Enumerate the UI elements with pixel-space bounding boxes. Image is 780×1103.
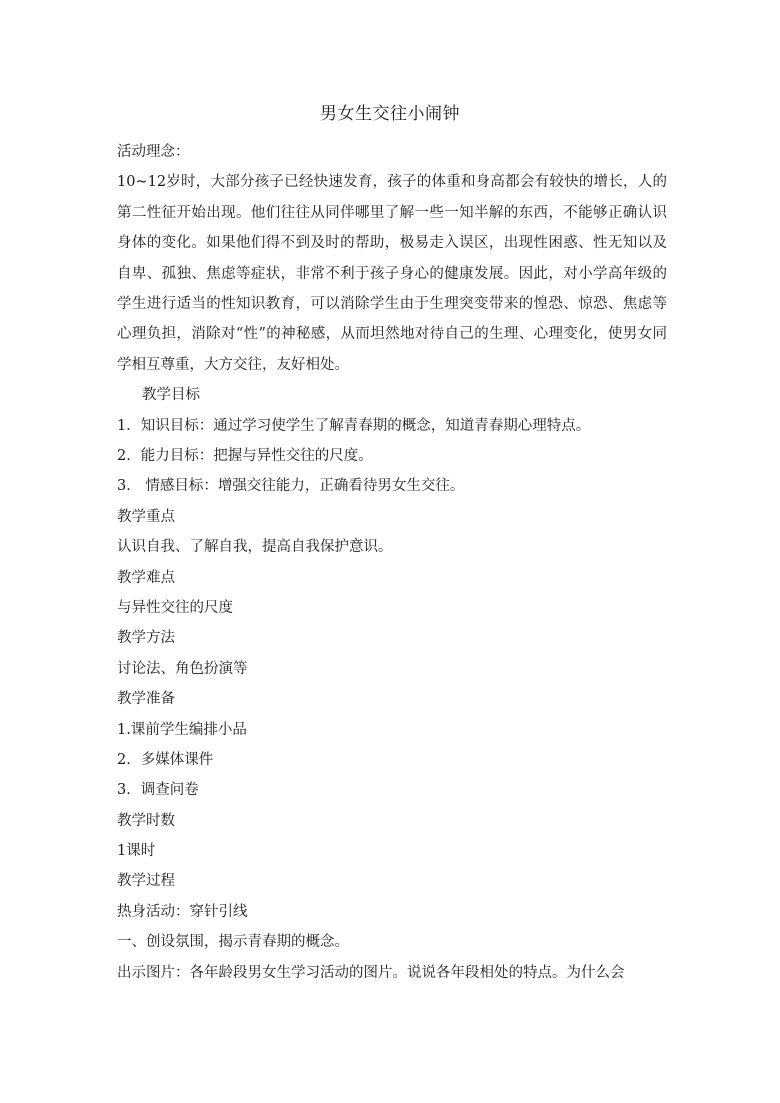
goal-item: 3． 情感目标：增强交往能力，正确看待男女生交往。 [117,478,465,495]
concept-paragraph: 10~12岁时，大部分孩子已经快速发育，孩子的体重和身高都会有较快的增长，人的第二性征开始出现。他们往往从同伴哪里了解一些一知半解的东西，不能够正确认识身体的变化。如果他们得不到及时的帮助，极易走入误区，出现性困惑、性无知以及自卑、孤独、焦虑等症状，非常不利于孩子身心的健康发展。因此，对小学高年级的学生进行适当的性知识教育，可以消除学生由于生理突变带来的惶恐、惊恐、焦虑等心理负担，消除对“性”的神秘感，从而坦然地对待自己的生理、心理变化，使男女同学相互尊重，大方交往，友好相处。 [117,174,667,373]
method-heading: 教学方法 [117,630,175,647]
hours-heading: 教学时数 [117,812,175,829]
prep-heading: 教学准备 [117,691,175,708]
method-body: 讨论法、角色扮演等 [117,660,248,677]
document-body [117,137,667,988]
prep-item: 1.课前学生编排小品 [117,721,247,738]
document-title: 男女生交往小闹钟 [320,104,460,124]
concept-heading: 活动理念： [117,144,190,160]
key-heading: 教学重点 [117,508,175,525]
prep-item: 3．调查问卷 [117,782,199,799]
prep-item: 2．多媒体课件 [117,751,214,768]
goal-item: 1．知识目标：通过学习使学生了解青春期的概念，知道青春期心理特点。 [117,417,591,434]
step-heading: 一、创设氛围，揭示青春期的概念。 [117,934,349,951]
goals-heading: 教学目标 [142,387,200,404]
hours-body: 1课时 [117,843,156,860]
goal-item: 2．能力目标：把握与异性交往的尺度。 [117,448,373,465]
key-body: 认识自我、了解自我，提高自我保护意识。 [117,539,393,556]
step-body: 出示图片：各年龄段男女生学习活动的图片。说说各年段相处的特点。为什么会 [117,964,625,981]
warmup-activity: 热身活动：穿针引线 [117,903,248,920]
difficulty-heading: 教学难点 [117,569,175,586]
process-heading: 教学过程 [117,873,175,890]
difficulty-body: 与异性交往的尺度 [117,599,233,616]
